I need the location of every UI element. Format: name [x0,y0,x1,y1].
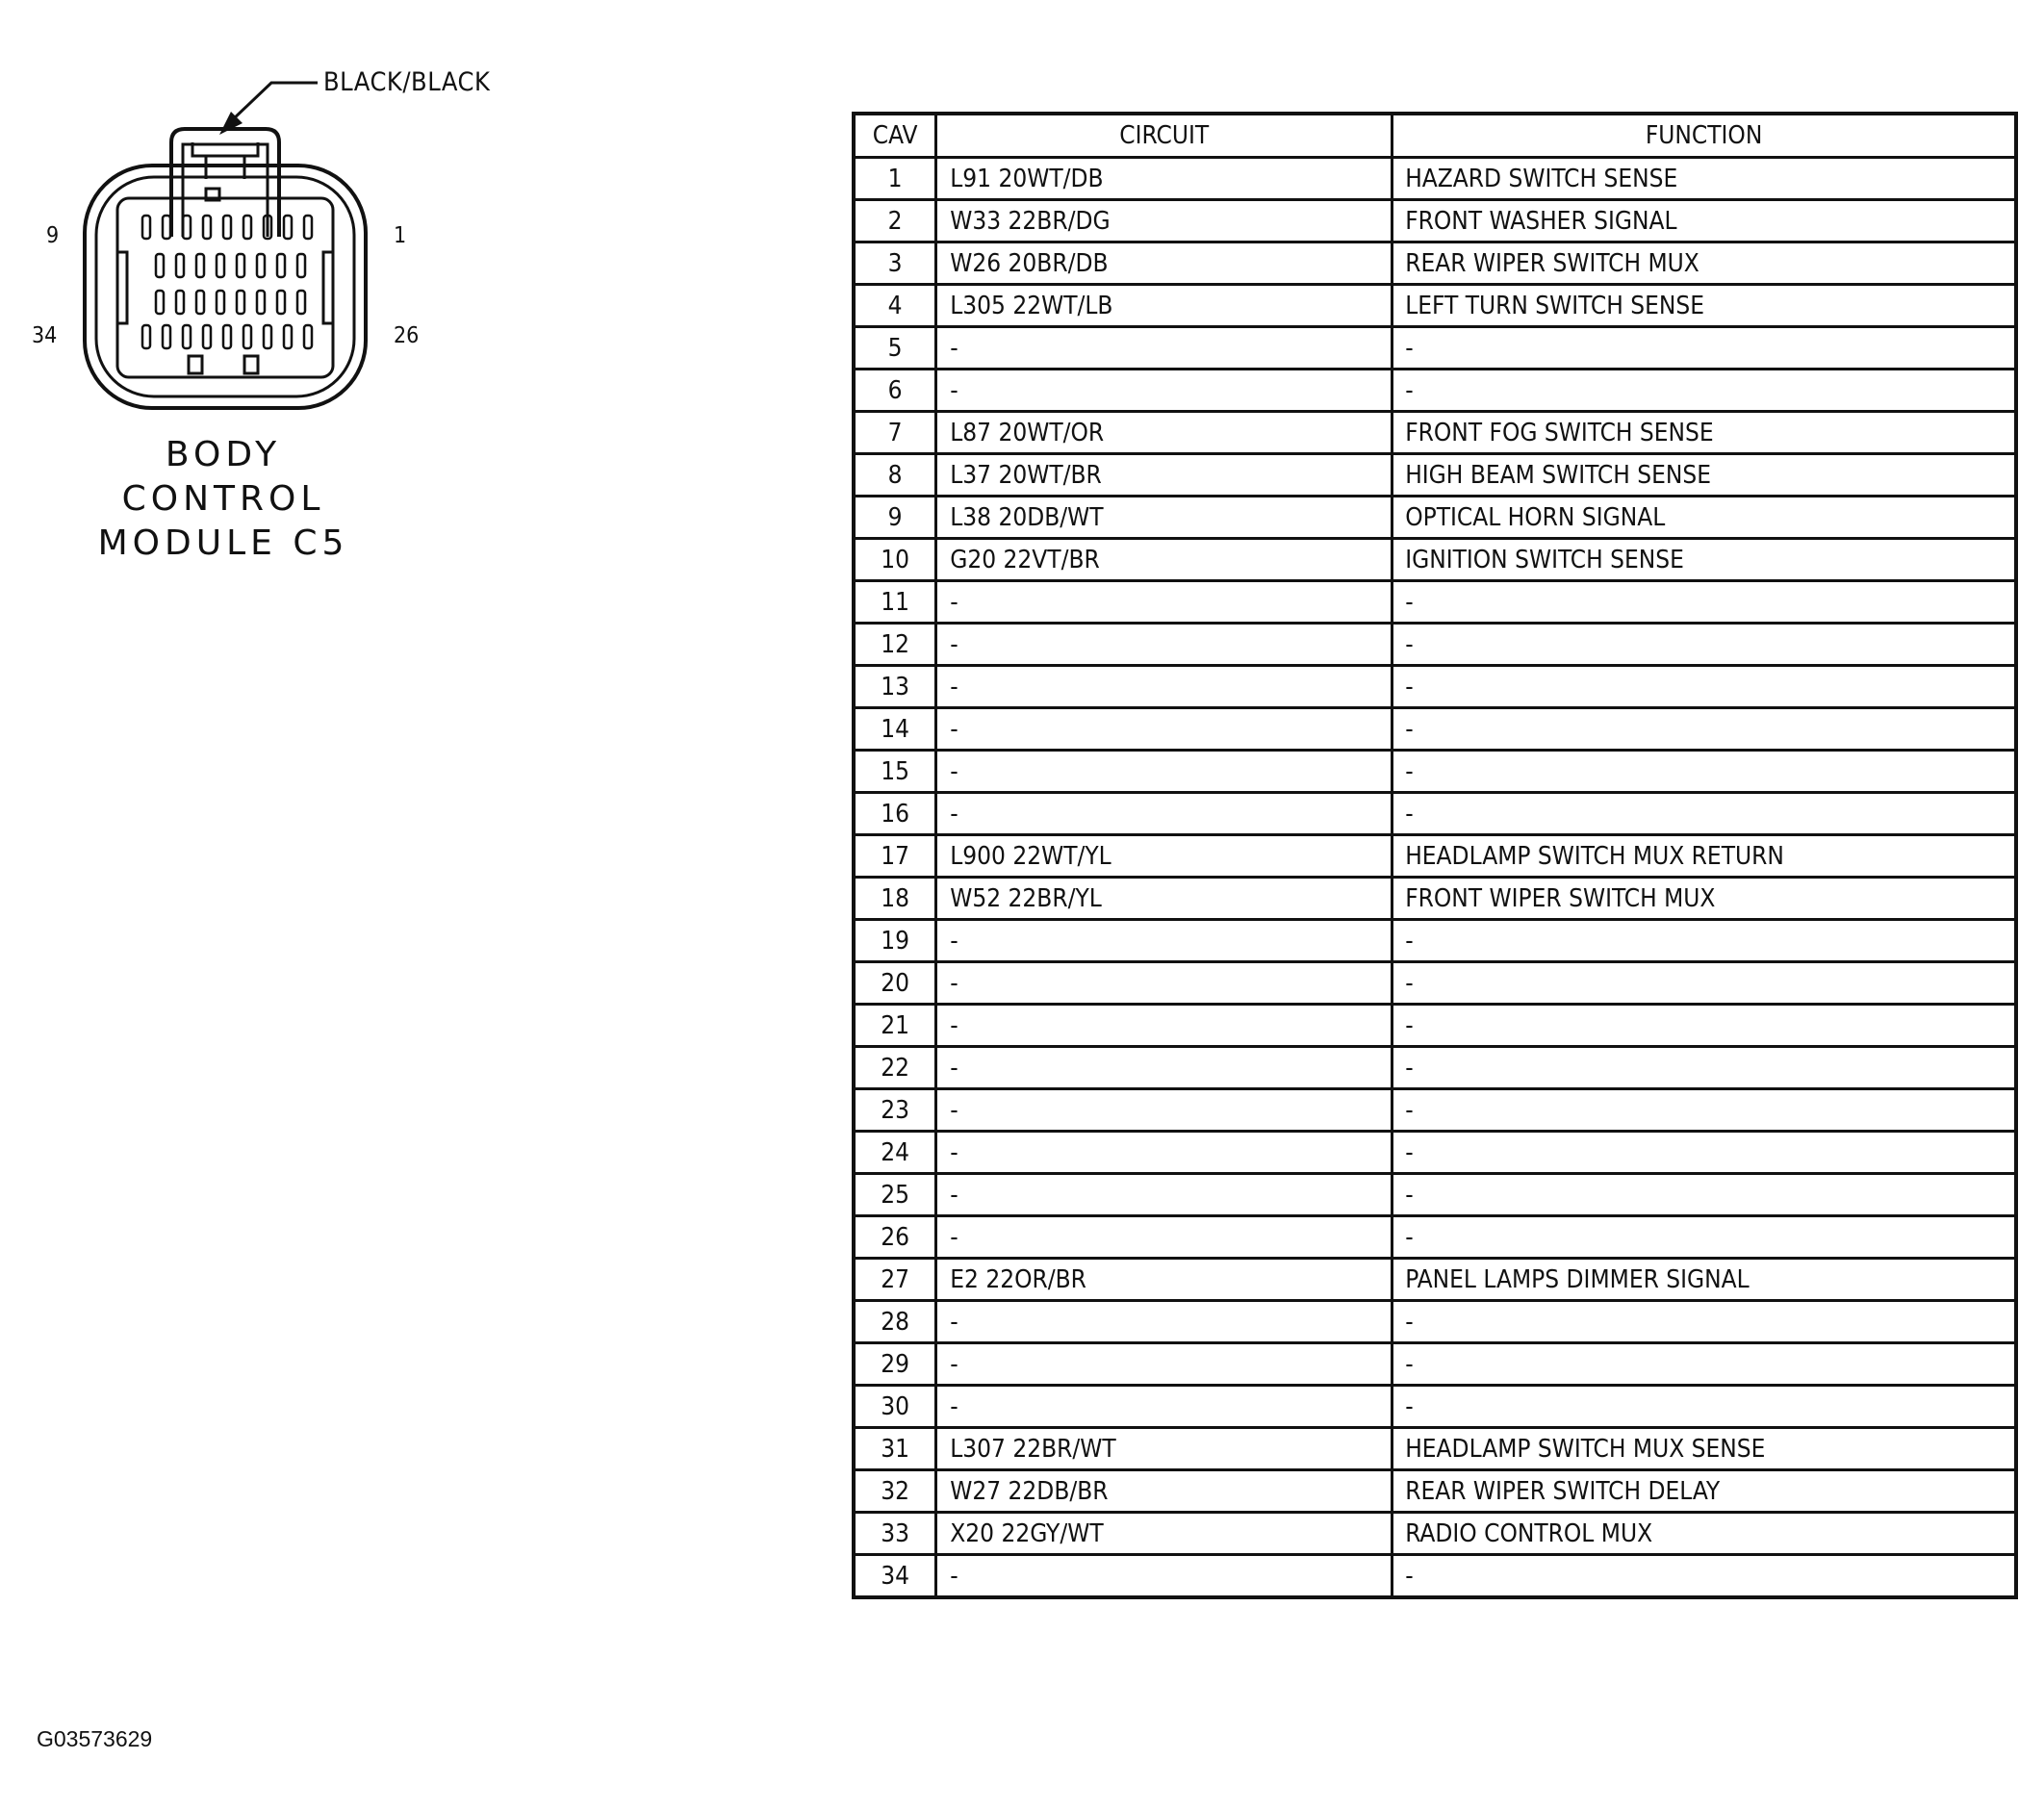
table-row [854,370,2016,412]
connector-title [89,433,358,566]
function-cell: - [1392,793,2016,835]
cavity-cell: 34 [854,1555,936,1598]
cavity-cell: 2 [854,200,936,242]
table-row [854,1470,2016,1513]
circuit-cell: - [936,962,1392,1005]
function-cell: FRONT FOG SWITCH SENSE [1392,412,2016,454]
function-cell: - [1392,1555,2016,1598]
pin-cavity [217,254,224,277]
circuit-cell: L91 20WT/DB [936,158,1392,200]
table-row [854,1386,2016,1428]
circuit-cell: - [936,1047,1392,1089]
cavity-cell: 22 [854,1047,936,1089]
function-cell: FRONT WASHER SIGNAL [1392,200,2016,242]
table-row [854,200,2016,242]
table-row [854,412,2016,454]
table-row [854,1301,2016,1343]
connector-face-drawing [0,0,452,423]
function-cell: FRONT WIPER SWITCH MUX [1392,878,2016,920]
pin-cavity [257,291,265,314]
function-cell: - [1392,624,2016,666]
table-body [854,158,2016,1598]
function-cell: - [1392,751,2016,793]
pin-label-top-left: 9 [46,223,60,248]
table-row [854,962,2016,1005]
circuit-cell: - [936,920,1392,962]
function-cell: - [1392,370,2016,412]
circuit-cell: - [936,581,1392,624]
function-cell: - [1392,1301,2016,1343]
pin-cavity [183,325,191,348]
cavity-table [852,112,2018,1599]
pin-cavity [277,254,285,277]
pin-cavity [237,254,244,277]
wire-color-label: BLACK/BLACK [323,67,491,97]
table-row [854,242,2016,285]
table-row [854,1555,2016,1598]
circuit-cell: - [936,1301,1392,1343]
function-cell: - [1392,962,2016,1005]
function-cell: REAR WIPER SWITCH MUX [1392,242,2016,285]
connector-title-line-1: BODY [165,435,282,474]
cavity-cell: 6 [854,370,936,412]
circuit-cell: - [936,1174,1392,1216]
table-row [854,1216,2016,1259]
header-function: FUNCTION [1392,114,2016,158]
table-row [854,624,2016,666]
cavity-cell: 24 [854,1132,936,1174]
cavity-cell: 13 [854,666,936,708]
table-row [854,1343,2016,1386]
connector-title-line-2: CONTROL [121,479,325,519]
table-row [854,708,2016,751]
cavity-cell: 30 [854,1386,936,1428]
circuit-cell: L900 22WT/YL [936,835,1392,878]
pin-cavity [223,216,231,239]
circuit-cell: W27 22DB/BR [936,1470,1392,1513]
pin-cavity [223,325,231,348]
table-row [854,497,2016,539]
table-row [854,158,2016,200]
function-cell: IGNITION SWITCH SENSE [1392,539,2016,581]
cavity-cell: 27 [854,1259,936,1301]
header-cav: CAV [854,114,936,158]
cavity-cell: 25 [854,1174,936,1216]
circuit-cell: X20 22GY/WT [936,1513,1392,1555]
table-row [854,666,2016,708]
function-cell: LEFT TURN SWITCH SENSE [1392,285,2016,327]
function-cell: REAR WIPER SWITCH DELAY [1392,1470,2016,1513]
function-cell: HEADLAMP SWITCH MUX RETURN [1392,835,2016,878]
figure-id: G03573629 [37,1726,153,1751]
pin-label-bottom-right: 26 [394,323,420,348]
table-row [854,327,2016,370]
table-row [854,1513,2016,1555]
connector-inner-shell [96,177,354,396]
circuit-cell: - [936,624,1392,666]
function-cell: - [1392,666,2016,708]
cavity-cell: 20 [854,962,936,1005]
cavity-cell: 11 [854,581,936,624]
pin-cavity [277,291,285,314]
circuit-cell: - [936,1005,1392,1047]
header-circuit: CIRCUIT [936,114,1392,158]
table-row [854,835,2016,878]
table-row [854,751,2016,793]
function-cell: - [1392,1174,2016,1216]
cavity-cell: 3 [854,242,936,285]
table-row [854,1047,2016,1089]
cavity-cell: 29 [854,1343,936,1386]
circuit-cell: L305 22WT/LB [936,285,1392,327]
circuit-cell: - [936,666,1392,708]
table-row [854,539,2016,581]
pin-label-bottom-left: 34 [32,323,58,348]
cavity-cell: 5 [854,327,936,370]
table-row [854,1174,2016,1216]
cavity-cell: 1 [854,158,936,200]
pin-cavity [284,216,292,239]
circuit-cell: W26 20BR/DB [936,242,1392,285]
pin-cavity [163,325,170,348]
function-cell: - [1392,327,2016,370]
pin-cavity [243,325,251,348]
cavity-cell: 18 [854,878,936,920]
cavity-cell: 19 [854,920,936,962]
function-cell: - [1392,581,2016,624]
function-cell: - [1392,1343,2016,1386]
pin-cavity [156,254,164,277]
circuit-cell: - [936,370,1392,412]
circuit-cell: - [936,751,1392,793]
pin-cavity [156,291,164,314]
table-row [854,1132,2016,1174]
function-cell: - [1392,1216,2016,1259]
function-cell: HAZARD SWITCH SENSE [1392,158,2016,200]
circuit-cell: L38 20DB/WT [936,497,1392,539]
circuit-cell: L87 20WT/OR [936,412,1392,454]
pin-cavity [142,325,150,348]
cavity-cell: 16 [854,793,936,835]
circuit-cell: - [936,1555,1392,1598]
pin-cavity [284,325,292,348]
function-cell: HIGH BEAM SWITCH SENSE [1392,454,2016,497]
cavity-cell: 7 [854,412,936,454]
pin-cavity [163,216,170,239]
table-row [854,878,2016,920]
function-cell: - [1392,1386,2016,1428]
cavity-cell: 17 [854,835,936,878]
cavity-cell: 32 [854,1470,936,1513]
cavity-cell: 21 [854,1005,936,1047]
wire-leader-line [231,83,318,121]
circuit-cell: L307 22BR/WT [936,1428,1392,1470]
table-row [854,1259,2016,1301]
function-cell: PANEL LAMPS DIMMER SIGNAL [1392,1259,2016,1301]
cavity-cell: 10 [854,539,936,581]
circuit-cell: - [936,793,1392,835]
pin-cavity [297,254,305,277]
pin-cavity [183,216,191,239]
function-cell: - [1392,708,2016,751]
cavity-cell: 8 [854,454,936,497]
circuit-cell: - [936,1089,1392,1132]
pin-cavity [142,216,150,239]
cavity-cell: 28 [854,1301,936,1343]
function-cell: OPTICAL HORN SIGNAL [1392,497,2016,539]
circuit-cell: E2 22OR/BR [936,1259,1392,1301]
pin-cavity [196,254,204,277]
pin-cavity [304,325,312,348]
pin-cavity [176,254,184,277]
pin-cavity [237,291,244,314]
cavity-cell: 15 [854,751,936,793]
circuit-cell: - [936,1386,1392,1428]
table-row [854,1428,2016,1470]
cavity-cell: 31 [854,1428,936,1470]
table-row [854,285,2016,327]
table-header-row [854,114,2016,158]
table-row [854,1089,2016,1132]
cavity-cell: 9 [854,497,936,539]
circuit-cell: - [936,708,1392,751]
function-cell: - [1392,920,2016,962]
pin-cavity [196,291,204,314]
cavity-cell: 4 [854,285,936,327]
pin-cavity [304,216,312,239]
pin-cavity [203,216,211,239]
pin-cavity [217,291,224,314]
pin-cavity [297,291,305,314]
table-row [854,581,2016,624]
pin-label-top-right: 1 [394,223,407,248]
cavity-cell: 23 [854,1089,936,1132]
circuit-cell: - [936,1132,1392,1174]
pin-cavity [264,325,271,348]
pin-cavity [176,291,184,314]
circuit-cell: - [936,327,1392,370]
cavity-cell: 26 [854,1216,936,1259]
function-cell: - [1392,1132,2016,1174]
circuit-cell: G20 22VT/BR [936,539,1392,581]
pin-cavity [257,254,265,277]
table-row [854,920,2016,962]
circuit-cell: L37 20WT/BR [936,454,1392,497]
circuit-cell: W52 22BR/YL [936,878,1392,920]
cavity-cell: 12 [854,624,936,666]
function-cell: - [1392,1089,2016,1132]
function-cell: HEADLAMP SWITCH MUX SENSE [1392,1428,2016,1470]
function-cell: - [1392,1005,2016,1047]
table-row [854,454,2016,497]
table-row [854,793,2016,835]
function-cell: - [1392,1047,2016,1089]
cavity-cell: 33 [854,1513,936,1555]
circuit-cell: - [936,1216,1392,1259]
pin-cavity [203,325,211,348]
circuit-cell: - [936,1343,1392,1386]
connector-title-line-3: MODULE C5 [97,523,349,563]
pin-cavity [243,216,251,239]
cavity-cell: 14 [854,708,936,751]
circuit-cell: W33 22BR/DG [936,200,1392,242]
table-row [854,1005,2016,1047]
function-cell: RADIO CONTROL MUX [1392,1513,2016,1555]
